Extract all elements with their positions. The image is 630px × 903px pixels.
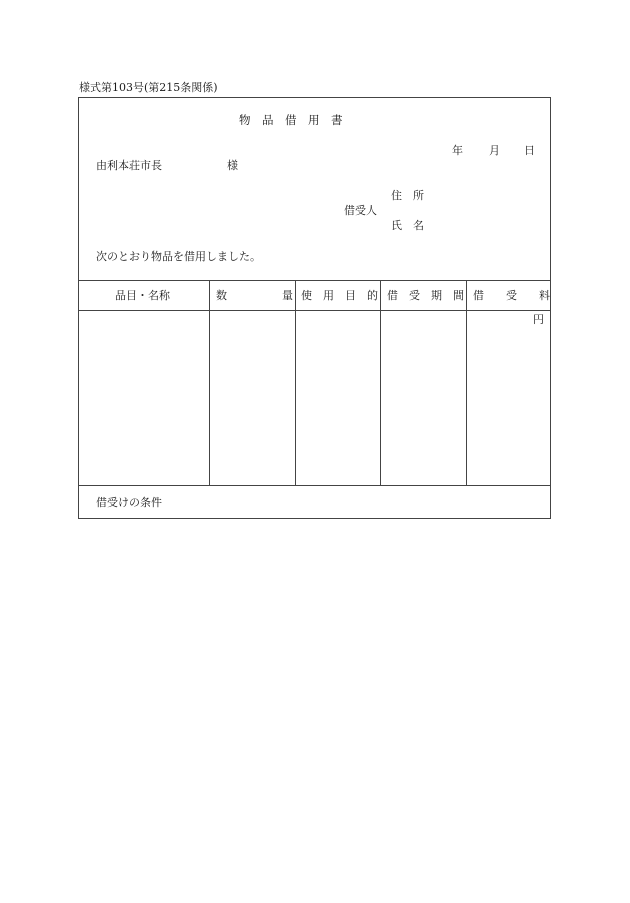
addressee: 由利本荘市長 bbox=[96, 159, 162, 172]
column-divider bbox=[380, 280, 381, 485]
header-item-name: 品目・名称 bbox=[115, 289, 170, 302]
column-divider bbox=[209, 280, 210, 485]
form-frame bbox=[78, 97, 551, 519]
form-number-label: 様式第103号(第215条関係) bbox=[79, 81, 218, 94]
column-divider bbox=[295, 280, 296, 485]
table-top-border bbox=[79, 280, 550, 281]
address-label: 住 所 bbox=[391, 189, 424, 202]
honorific: 様 bbox=[227, 159, 238, 172]
fee-unit-label: 円 bbox=[533, 313, 544, 326]
header-quantity: 数 量 bbox=[216, 289, 293, 302]
conditions-label: 借受けの条件 bbox=[96, 496, 162, 509]
header-fee: 借 受 料 bbox=[473, 289, 550, 302]
column-divider bbox=[466, 280, 467, 485]
borrower-label: 借受人 bbox=[344, 204, 377, 217]
date-month-label: 月 bbox=[489, 144, 500, 157]
table-bottom-border bbox=[79, 485, 550, 486]
date-day-label: 日 bbox=[524, 144, 535, 157]
header-period: 借 受 期 間 bbox=[387, 289, 464, 302]
date-year-label: 年 bbox=[452, 144, 463, 157]
header-purpose: 使 用 目 的 bbox=[301, 289, 378, 302]
name-label: 氏 名 bbox=[391, 219, 424, 232]
statement-text: 次のとおり物品を借用しました。 bbox=[96, 250, 261, 263]
table-header-divider bbox=[79, 310, 550, 311]
form-title: 物 品 借 用 書 bbox=[239, 113, 343, 127]
